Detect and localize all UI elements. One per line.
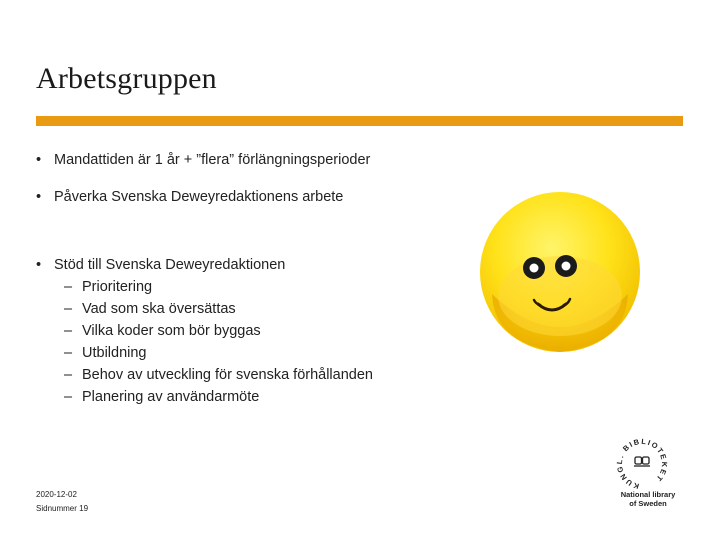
bullet-marker: • [36, 189, 42, 205]
sub-item [64, 367, 373, 383]
footer-page [36, 504, 88, 513]
bullet-marker: • [36, 257, 42, 273]
logo-line-2: of Sweden [629, 499, 667, 508]
sub-item-text: Vilka koder som bör byggas [82, 323, 261, 339]
sub-item [64, 279, 152, 295]
sub-item-text: Behov av utveckling för svenska förhållanden [82, 367, 373, 383]
kb-logo-icon [612, 436, 672, 492]
sub-item-text: Utbildning [82, 345, 147, 361]
bullet-text: Mandattiden är 1 år + ”flera” förlängningsperioder [54, 152, 371, 168]
sub-item-text: Vad som ska översättas [82, 301, 236, 317]
dash-marker: – [64, 367, 73, 383]
bullet-text: Påverka Svenska Deweyredaktionens arbete [54, 189, 344, 205]
bullet-item [36, 257, 285, 273]
footer-date: 2020-12-02 [36, 490, 77, 499]
page-number: 19 [79, 504, 89, 513]
dash-marker: – [64, 345, 73, 361]
title-accent-bar [36, 116, 683, 126]
smiley-face-icon [478, 190, 642, 354]
dash-marker: – [64, 301, 73, 317]
bullet-item [36, 189, 343, 205]
sub-item-text: Planering av användarmöte [82, 389, 260, 405]
bullet-text: Stöd till Svenska Deweyredaktionen [54, 257, 286, 273]
logo-ring-text: KUNGL. BIBLIOTEKET [614, 436, 670, 491]
dash-marker: – [64, 389, 73, 405]
sub-item-text: Prioritering [82, 279, 153, 295]
sub-item [64, 345, 147, 361]
sub-item [64, 389, 259, 405]
dash-marker: – [64, 279, 73, 295]
slide-title: Arbetsgruppen [36, 62, 217, 95]
logo-line-1: National library [620, 490, 676, 499]
sub-item [64, 323, 261, 339]
svg-text:KUNGL. BIBLIOTEKET [615, 437, 669, 491]
page-label: Sidnummer [36, 504, 77, 513]
dash-marker: – [64, 323, 73, 339]
logo-caption [608, 490, 688, 508]
bullet-item [36, 152, 370, 168]
sub-item [64, 301, 236, 317]
bullet-marker: • [36, 152, 42, 168]
